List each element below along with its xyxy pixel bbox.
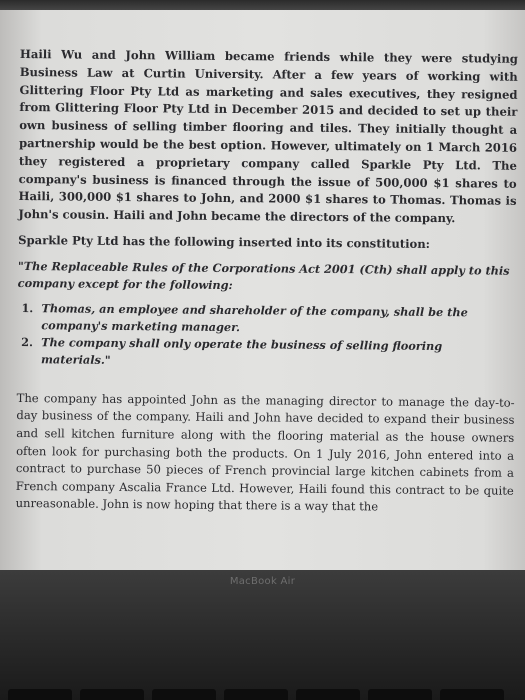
list-item — [17, 300, 515, 339]
constitution-exceptions-list — [17, 300, 516, 373]
paragraph-background: Haili Wu and John William became friends while they were studying Business Law at Curtin University. After a few years of working with Glittering Floor Pty Ltd as marketing and sales executives, they resigned from Glittering Floor Pty Ltd in December 2015 and decided to set up their own business of selling timber flooring and tiles. They initially thought a partnership would be the best option. However, ultimately on 1 March 2016 they registered a proprietary company called Sparkle Pty Ltd. The company's business is financed through the issue of 500,000 $1 shares to Haili, 300,000 $1 shares to John, and 2000 $1 shares to Thomas. Thomas is John's cousin. Haili and John became the directors of the company. — [18, 46, 518, 226]
list-item-text: The company shall only operate the business of selling flooring materials." — [40, 334, 443, 367]
list-item-number: 1. — [21, 300, 34, 315]
list-item-number: 2. — [21, 334, 34, 349]
keyboard-row — [0, 689, 525, 700]
keyboard-key — [224, 689, 288, 700]
list-item — [17, 334, 515, 373]
keyboard-key — [152, 689, 216, 700]
brand-label: MacBook Air — [229, 576, 296, 587]
paragraph-replaceable-rules: "The Replaceable Rules of the Corporations Act 2001 (Cth) shall apply to this company except for the following: — [17, 258, 510, 292]
laptop-bottom-bezel — [0, 570, 525, 700]
keyboard-key — [368, 689, 432, 700]
keyboard-key — [296, 689, 360, 700]
keyboard-key — [80, 689, 144, 700]
keyboard-key — [8, 689, 72, 700]
list-item-text: Thomas, an employee and shareholder of the company, shall be the company's marketing manager. — [41, 300, 468, 334]
document-page — [16, 46, 518, 518]
keyboard-key — [440, 689, 504, 700]
paragraph-managing-director: The company has appointed John as the managing director to manage the day-to-day business of the company. Haili and John have decided to expand their business and sell kitchen furniture along with the flooring material as the house owners often look for purchasing both the products. On 1 July 2016, John entered into a contract to purchase 50 pieces of French provincial large kitchen cabinets from a French company Ascalia France Ltd. However, Haili found this contract to be quite unreasonable. John is now hoping that there is a way that the — [15, 390, 515, 514]
paragraph-constitution-intro: Sparkle Pty Ltd has the following inserted into its constitution: — [18, 232, 431, 251]
